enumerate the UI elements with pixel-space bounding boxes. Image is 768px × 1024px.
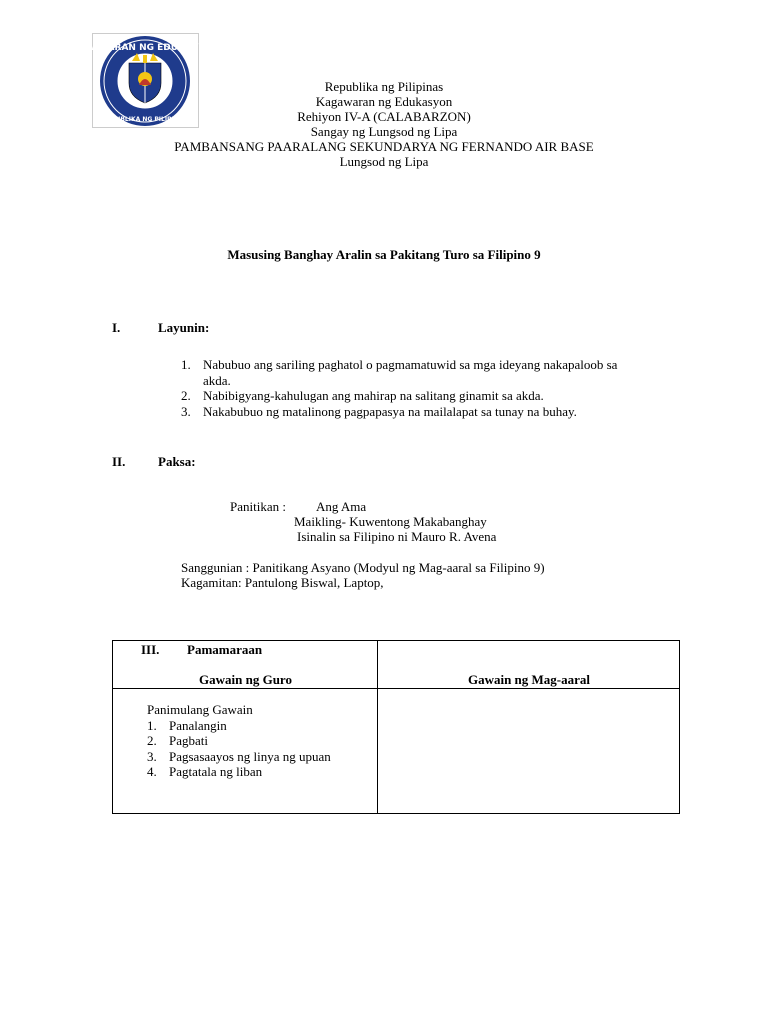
panitikan-translator: Isinalin sa Filipino ni Mauro R. Avena <box>297 529 497 544</box>
section2-number: II. <box>112 454 126 469</box>
student-header-cell <box>378 641 680 689</box>
activity-step: 3. Pagsasaayos ng linya ng upuan <box>147 748 331 764</box>
activity-step: 1. Panalangin <box>147 717 227 733</box>
section2-heading: Paksa: <box>158 454 196 469</box>
teacher-column-header: Gawain ng Guro <box>199 672 292 687</box>
objective-item: 3. Nakabubuo ng matalinong pagpapasya na mailalapat sa tunay na buhay. <box>181 403 577 419</box>
header-republic: Republika ng Pilipinas <box>324 79 444 94</box>
student-activity-cell <box>378 689 680 814</box>
header-division: Sangay ng Lungsod ng Lipa <box>310 124 458 139</box>
objective-item: 1. Nabubuo ang sariling paghatol o pagmamatuwid sa mga ideyang nakapaloob sa akda. <box>181 357 618 388</box>
procedure-table <box>112 640 680 814</box>
header-city: Lungsod ng Lipa <box>339 154 429 169</box>
objectives-list <box>181 357 691 419</box>
svg-text:KAGAWARAN NG EDUKASYON: KAGAWARAN NG EDUKASYON <box>70 43 220 53</box>
svg-text:REPUBLIKA NG PILIPINAS: REPUBLIKA NG PILIPINAS <box>102 116 188 123</box>
header-school: PAMBANSANG PAARALANG SEKUNDARYA NG FERNANDO AIR BASE <box>174 139 594 154</box>
teacher-activity-cell <box>113 689 378 814</box>
header-department: Kagawaran ng Edukasyon <box>315 94 453 109</box>
panitikan-genre: Maikling- Kuwentong Makabanghay <box>294 514 487 529</box>
student-column-header: Gawain ng Mag-aaral <box>467 672 591 687</box>
kagamitan-line: Kagamitan: Pantulong Biswal, Laptop, <box>181 575 384 590</box>
panitikan-value: Ang Ama <box>316 499 367 514</box>
section1-heading: Layunin: <box>158 320 210 335</box>
teacher-header-cell <box>113 641 378 689</box>
header-region: Rehiyon IV-A (CALABARZON) <box>297 109 471 124</box>
page-title: Masusing Banghay Aralin sa Pakitang Turo sa Filipino 9 <box>227 247 541 262</box>
activity-step: 4. Pagtatala ng liban <box>147 764 263 779</box>
panitikan-label: Panitikan : <box>230 499 286 514</box>
activity-title: Panimulang Gawain <box>147 702 253 717</box>
sanggunian-line: Sanggunian : Panitikang Asyano (Modyul ng Mag-aaral sa Filipino 9) <box>181 560 545 575</box>
activity-step: 2. Pagbati <box>147 733 208 748</box>
section3-number: III. <box>141 642 160 657</box>
section3-heading: Pamamaraan <box>187 642 263 657</box>
objective-item: 2. Nabibigyang-kahulugan ang mahirap na salitang ginamit sa akda. <box>181 388 544 403</box>
section1-number: I. <box>112 320 121 335</box>
